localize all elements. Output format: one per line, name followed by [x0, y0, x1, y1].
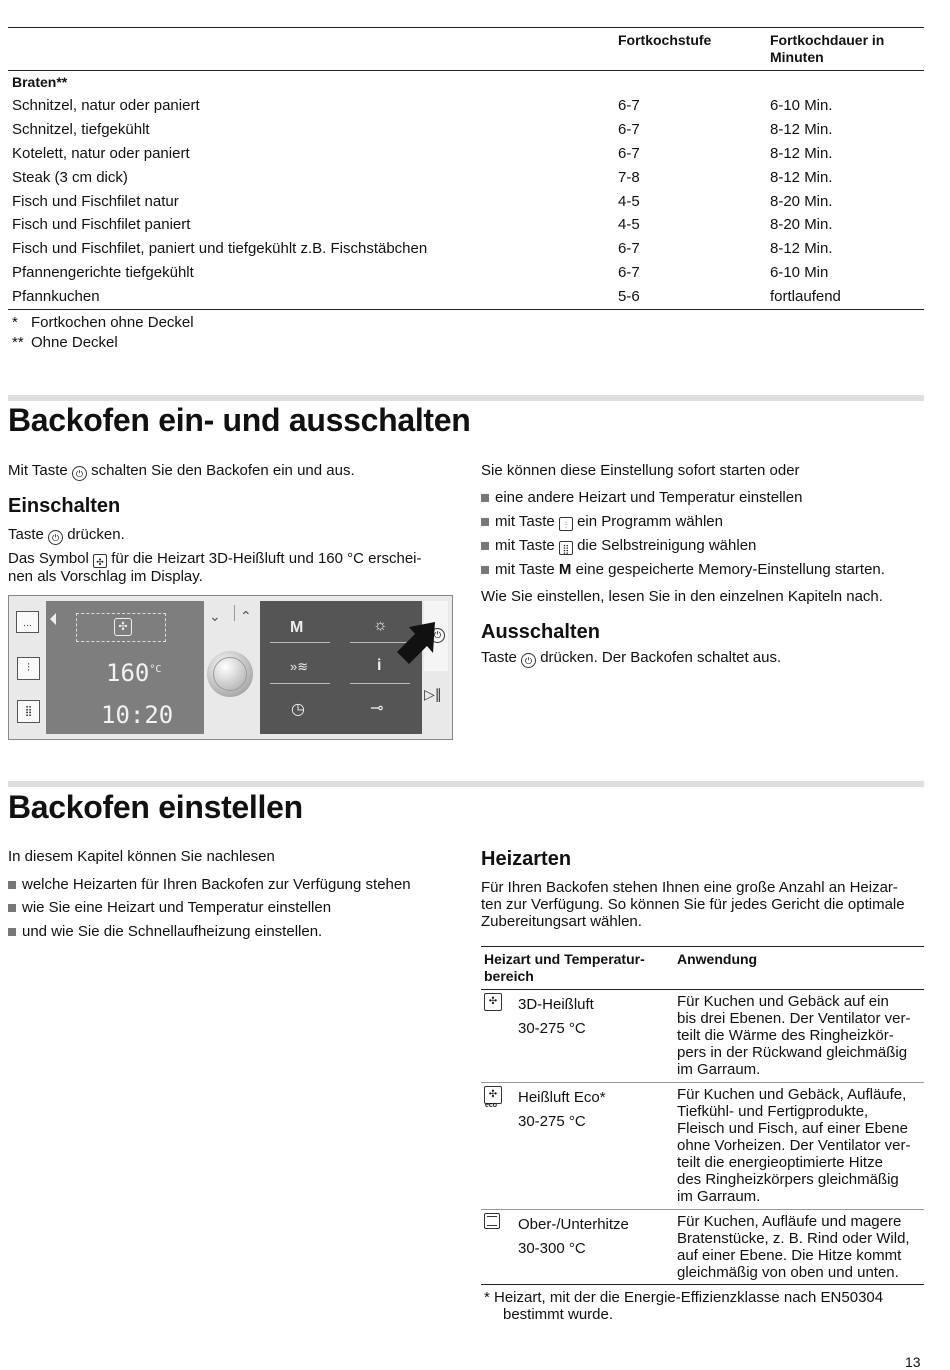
section-divider — [8, 395, 924, 401]
food-cell: Kotelett, natur oder paniert — [12, 145, 190, 162]
list-item: welche Heizarten für Ihren Backofen zur Verfügung stehen — [8, 876, 411, 893]
table-row — [12, 142, 924, 166]
food-cell: Schnitzel, natur oder paniert — [12, 97, 200, 114]
food-cell: Schnitzel, tiefgekühlt — [12, 121, 150, 138]
level-cell: 6-7 — [618, 97, 640, 114]
key-lock-icon[interactable]: ⊸ — [370, 700, 384, 717]
section-title-on-off: Backofen ein- und ausschalten — [8, 402, 471, 438]
oven-control-panel — [8, 595, 453, 740]
heating-table-header-rule — [481, 989, 924, 990]
memory-icon: M — [558, 561, 572, 578]
table-top-rule — [8, 27, 924, 28]
chevron-up-icon[interactable]: ⌃ — [240, 608, 252, 624]
table-row — [12, 285, 924, 309]
time-display: 10:20 — [101, 701, 174, 729]
start-pause-icon[interactable]: ▷∥ — [424, 686, 442, 702]
food-cell: Pfannengerichte tiefgekühlt — [12, 264, 194, 281]
self-clean-button[interactable]: ⣿ — [17, 700, 40, 723]
table-row — [12, 118, 924, 142]
display — [46, 601, 204, 734]
heating-mode-cell: Ober-/Unterhitze 30-300 °C — [518, 1216, 629, 1257]
duration-cell: fortlaufend — [770, 288, 841, 305]
level-cell: 6-7 — [618, 121, 640, 138]
einschalten-step: Taste ⏻ drücken. — [8, 526, 125, 543]
level-cell: 4-5 — [618, 193, 640, 210]
power-icon[interactable]: ⏻ — [430, 628, 445, 643]
right-intro: Sie können diese Einstellung sofort starten oder — [481, 462, 800, 479]
list-item: eine andere Heizart und Temperatur einstellen — [481, 489, 802, 506]
lamp-icon[interactable]: ☼ — [373, 617, 388, 634]
food-cell: Fisch und Fischfilet paniert — [12, 216, 191, 233]
heading-einschalten: Einschalten — [8, 495, 121, 517]
level-cell: 5-6 — [618, 288, 640, 305]
hot-air-3d-icon: ✣ — [93, 554, 107, 568]
heating-table-top-rule — [481, 946, 924, 947]
level-cell: 7-8 — [618, 169, 640, 186]
program-button[interactable]: ⫶ — [17, 657, 40, 680]
note-mark: ** — [12, 334, 24, 351]
list-item: und wie Sie die Schnellaufheizung einstellen. — [8, 923, 322, 940]
duration-cell: 6-10 Min — [770, 264, 829, 281]
heating-mode-frame — [76, 613, 166, 642]
more-button[interactable]: … — [16, 611, 39, 633]
duration-cell: 8-12 Min. — [770, 169, 833, 186]
program-icon: ⫶ — [559, 517, 573, 531]
application-cell: Für Kuchen, Aufläufe und magere Bratenstücke, z. B. Rind oder Wild, auf einer Ebene. Die Hitze kommt gleichmäßig von oben und unten. — [677, 1213, 910, 1281]
list-item: wie Sie eine Heizart und Temperatur einstellen — [8, 899, 331, 916]
info-icon[interactable]: i — [377, 657, 382, 674]
heizarten-intro: Für Ihren Backofen stehen Ihnen eine große Anzahl an Heizar- ten zur Verfügung. So können Sie für jedes Gericht die optimale Zubereitungsart wählen. — [481, 879, 905, 930]
duration-cell: 8-20 Min. — [770, 216, 833, 233]
table-row — [12, 166, 924, 190]
food-cell: Pfannkuchen — [12, 288, 100, 305]
setting-hint: Wie Sie einstellen, lesen Sie in den einzelnen Kapiteln nach. — [481, 588, 883, 605]
list-item: mit Taste ⣿ die Selbstreinigung wählen — [481, 537, 756, 555]
table-row — [12, 213, 924, 237]
power-icon: ⏻ — [72, 466, 87, 481]
list-item: mit Taste M eine gespeicherte Memory-Einstellung starten. — [481, 561, 885, 578]
table-section-title: Braten** — [12, 74, 68, 90]
row-rule — [481, 1209, 924, 1210]
table-row — [12, 94, 924, 118]
col-header-level: Fortkochstufe — [618, 32, 712, 48]
application-cell: Für Kuchen und Gebäck auf ein bis drei Ebenen. Der Ventilator ver- teilt die Wärme des Ringheizkör- pers in der Rückwand gleichmäßig im Garraum. — [677, 993, 911, 1078]
temperature-display: $160^{^\circ C}$ — [106, 659, 162, 687]
duration-cell: 6-10 Min. — [770, 97, 833, 114]
power-icon: ⏻ — [48, 530, 63, 545]
table-row — [12, 237, 924, 261]
note-text: Fortkochen ohne Deckel — [31, 314, 194, 331]
level-cell: 6-7 — [618, 240, 640, 257]
rapid-heat-icon[interactable]: »≋ — [290, 659, 309, 674]
duration-cell: 8-12 Min. — [770, 240, 833, 257]
duration-cell: 8-12 Min. — [770, 145, 833, 162]
level-cell: 6-7 — [618, 264, 640, 281]
heating-mode-cell: 3D-Heißluft 30-275 °C — [518, 996, 594, 1037]
hot-air-3d-icon: ✣ — [484, 993, 502, 1011]
pointer-arrow-icon — [395, 618, 439, 670]
duration-cell: 8-20 Min. — [770, 193, 833, 210]
page-number: 13 — [905, 1354, 921, 1370]
divider — [234, 605, 235, 621]
arrow-left-icon — [50, 613, 56, 625]
table-row — [12, 261, 924, 285]
level-cell: 6-7 — [618, 145, 640, 162]
table-header-rule — [8, 70, 924, 71]
heading-ausschalten: Ausschalten — [481, 621, 600, 643]
food-cell: Steak (3 cm dick) — [12, 169, 128, 186]
timer-icon[interactable]: ◷ — [291, 701, 305, 718]
food-cell: Fisch und Fischfilet, paniert und tiefgekühlt z.B. Fischstäbchen — [12, 240, 428, 257]
power-icon: ⏻ — [521, 653, 536, 668]
chevron-down-icon[interactable]: ⌄ — [209, 608, 221, 624]
row-rule — [481, 1082, 924, 1083]
settings-intro: In diesem Kapitel können Sie nachlesen — [8, 848, 275, 865]
heading-heizarten: Heizarten — [481, 848, 572, 870]
food-cell: Fisch und Fischfilet natur — [12, 193, 179, 210]
table-bottom-rule — [8, 309, 924, 310]
self-clean-icon: ⣿ — [559, 541, 573, 555]
section-divider — [8, 781, 924, 787]
level-cell: 4-5 — [618, 216, 640, 233]
eco-label: eco — [485, 1102, 498, 1109]
section-title-settings: Backofen einstellen — [8, 789, 303, 825]
table-notes — [12, 313, 194, 353]
duration-cell: 8-12 Min. — [770, 121, 833, 138]
memory-icon[interactable]: M — [290, 619, 304, 636]
einschalten-symbol-text: Das Symbol ✣ für die Heizart 3D-Heißluft und 160 °C erschei- nen als Vorschlag im Display. — [8, 550, 422, 585]
col-header-duration: Fortkochdauer in Minuten — [770, 32, 885, 65]
heating-mode-cell: Heißluft Eco* 30-275 °C — [518, 1089, 606, 1130]
heating-footnote: * Heizart, mit der die Energie-Effizienzklasse nach EN50304 bestimmt wurde. — [484, 1289, 884, 1323]
hot-air-3d-icon: ✣ — [114, 618, 132, 636]
note-text: Ohne Deckel — [31, 334, 118, 351]
note-mark: * — [12, 314, 18, 331]
control-knob[interactable] — [207, 651, 253, 697]
col-header-application: Anwendung — [677, 951, 758, 967]
top-bottom-heat-icon — [484, 1213, 500, 1229]
on-off-intro: Mit Taste ⏻ schalten Sie den Backofen ein und aus. — [8, 462, 355, 479]
col-header-mode: Heizart und Temperatur- bereich — [484, 951, 645, 984]
list-item: mit Taste ⫶ ein Programm wählen — [481, 513, 723, 531]
application-cell: Für Kuchen und Gebäck, Aufläufe, Tiefkühl- und Fertigprodukte, Fleisch und Fisch, auf einer Ebene ohne Vorheizen. Der Ventilator ver- teilt die energieoptimierte Hitze des Ringheizkörpers gleichmäßig im Garraum. — [677, 1086, 911, 1205]
heating-table-bottom-rule — [481, 1284, 924, 1285]
hot-air-eco-icon: ✣ — [484, 1086, 502, 1104]
ausschalten-step: Taste ⏻ drücken. Der Backofen schaltet aus. — [481, 649, 782, 666]
table-row — [12, 190, 924, 214]
